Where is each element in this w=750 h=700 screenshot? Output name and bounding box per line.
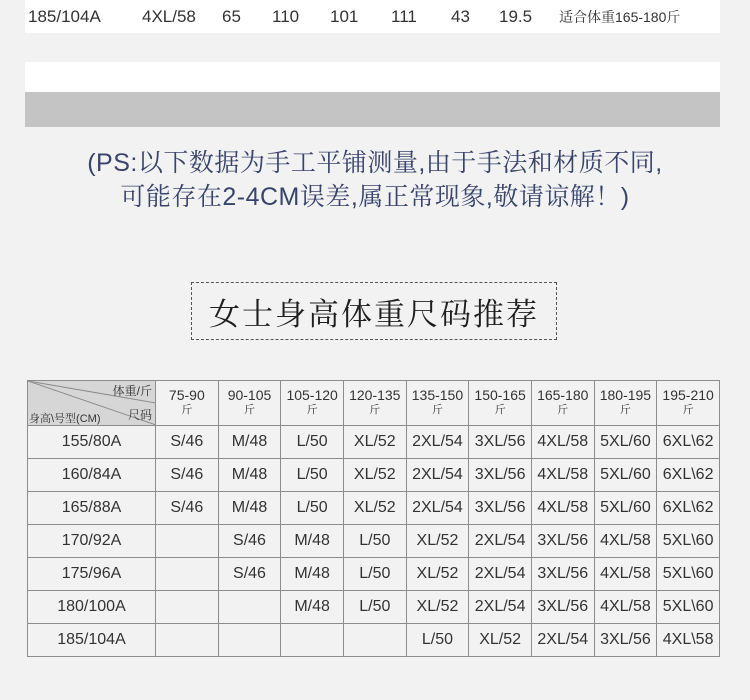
table-row — [28, 525, 720, 558]
weight-unit: 斤 — [494, 404, 506, 416]
size-cell: 4XL/58 — [594, 558, 657, 591]
corner-size-label: 尺码 — [127, 408, 152, 422]
size-cell: L/50 — [281, 492, 344, 525]
size-cell: 5XL\60 — [657, 591, 720, 624]
cell-value: 111 — [391, 6, 417, 26]
cell-value: 43 — [451, 6, 470, 26]
size-cell — [218, 624, 281, 657]
height-size-label: 165/88A — [28, 492, 156, 525]
weight-range-header — [531, 381, 594, 426]
gray-divider-row — [25, 92, 720, 127]
size-cell: S/46 — [156, 426, 219, 459]
size-cell: S/46 — [218, 558, 281, 591]
size-cell — [156, 624, 219, 657]
weight-range: 195-210 — [662, 387, 714, 403]
size-cell: L/50 — [406, 624, 469, 657]
size-cell: 2XL/54 — [531, 624, 594, 657]
weight-range: 90-105 — [227, 387, 272, 403]
size-cell: M/48 — [218, 426, 281, 459]
size-cell: 3XL/56 — [469, 459, 532, 492]
disclaimer-line-2: 可能存在2-4CM误差,属正常现象,敬请谅解！) — [120, 183, 630, 211]
size-cell: M/48 — [281, 591, 344, 624]
weight-unit: 斤 — [557, 404, 569, 416]
size-cell: L/50 — [281, 459, 344, 492]
size-cell: M/48 — [218, 492, 281, 525]
weight-unit: 斤 — [682, 404, 694, 416]
weight-range-header — [281, 381, 344, 426]
size-cell: 3XL/56 — [531, 525, 594, 558]
measurement-table-fragment — [25, 0, 720, 127]
size-cell: 3XL/56 — [594, 624, 657, 657]
weight-unit: 斤 — [369, 404, 381, 416]
size-cell: 4XL/58 — [594, 525, 657, 558]
weight-range: 120-135 — [349, 387, 401, 403]
size-cell: 6XL\62 — [657, 459, 720, 492]
table-row — [28, 426, 720, 459]
weight-unit: 斤 — [431, 404, 443, 416]
weight-range-header — [156, 381, 219, 426]
size-cell: L/50 — [343, 558, 406, 591]
size-cell: XL/52 — [343, 426, 406, 459]
weight-range: 150-165 — [474, 387, 526, 403]
height-size-label: 180/100A — [28, 591, 156, 624]
weight-range: 165-180 — [537, 387, 589, 403]
size-cell: 6XL\62 — [657, 492, 720, 525]
table-row — [28, 624, 720, 657]
size-cell: 5XL/60 — [594, 426, 657, 459]
weight-range: 180-195 — [599, 387, 652, 403]
corner-height-label: 身高\号型(CM) — [29, 413, 101, 425]
measurement-disclaimer — [0, 146, 750, 214]
cell-size: 4XL/58 — [142, 6, 196, 26]
size-recommendation-table — [27, 380, 720, 657]
size-cell — [156, 525, 219, 558]
blank-row — [25, 62, 720, 92]
size-cell: XL/52 — [343, 492, 406, 525]
table-row — [28, 459, 720, 492]
size-cell: 2XL/54 — [406, 459, 469, 492]
corner-weight-label: 体重/斤 — [112, 384, 152, 398]
size-cell: 4XL/58 — [531, 426, 594, 459]
size-cell: 2XL/54 — [469, 525, 532, 558]
table-header-row — [28, 381, 720, 426]
weight-unit: 斤 — [181, 404, 193, 416]
size-cell — [343, 624, 406, 657]
weight-range: 135-150 — [411, 387, 464, 403]
size-cell: S/46 — [156, 459, 219, 492]
size-cell: 3XL/56 — [469, 492, 532, 525]
cell-value: 19.5 — [499, 6, 533, 26]
size-cell: XL/52 — [343, 459, 406, 492]
weight-unit: 斤 — [306, 404, 318, 416]
size-cell: S/46 — [156, 492, 219, 525]
size-cell: 2XL/54 — [406, 426, 469, 459]
weight-unit: 斤 — [619, 404, 631, 416]
size-cell: 5XL/60 — [594, 459, 657, 492]
size-cell: XL/52 — [406, 558, 469, 591]
size-cell: M/48 — [281, 525, 344, 558]
height-size-label: 160/84A — [28, 459, 156, 492]
size-cell: L/50 — [281, 426, 344, 459]
size-cell: XL/52 — [469, 624, 532, 657]
table-row — [28, 492, 720, 525]
size-cell: 4XL/58 — [531, 459, 594, 492]
size-cell: M/48 — [218, 459, 281, 492]
cell-weight-note: 适合体重165-180斤 — [559, 8, 681, 25]
size-cell: S/46 — [218, 525, 281, 558]
size-cell: 3XL/56 — [531, 558, 594, 591]
size-cell: 2XL/54 — [469, 591, 532, 624]
size-cell: 2XL/54 — [469, 558, 532, 591]
cell-value: 110 — [272, 6, 300, 26]
weight-range-header — [469, 381, 532, 426]
size-cell: 3XL/56 — [469, 426, 532, 459]
size-cell — [218, 591, 281, 624]
weight-range-header — [218, 381, 281, 426]
height-size-label: 175/96A — [28, 558, 156, 591]
size-cell: 5XL\60 — [657, 558, 720, 591]
weight-range: 75-90 — [168, 387, 205, 403]
size-cell — [156, 558, 219, 591]
weight-range-header — [594, 381, 657, 426]
size-cell: 4XL/58 — [531, 492, 594, 525]
weight-range-header — [657, 381, 720, 426]
size-cell: L/50 — [343, 525, 406, 558]
size-cell — [281, 624, 344, 657]
table-row — [28, 591, 720, 624]
height-size-label: 155/80A — [28, 426, 156, 459]
size-cell: 5XL/60 — [594, 492, 657, 525]
height-size-label: 170/92A — [28, 525, 156, 558]
disclaimer-line-1: (PS:以下数据为手工平铺测量,由于手法和材质不同, — [87, 149, 663, 177]
size-cell: 5XL\60 — [657, 525, 720, 558]
table-corner-header — [28, 381, 156, 426]
table-row — [28, 558, 720, 591]
weight-range-header — [406, 381, 469, 426]
size-cell: 4XL\58 — [657, 624, 720, 657]
weight-range-header — [343, 381, 406, 426]
size-cell: XL/52 — [406, 591, 469, 624]
size-cell — [156, 591, 219, 624]
weight-range: 105-120 — [286, 387, 338, 403]
size-cell: M/48 — [281, 558, 344, 591]
size-cell: 2XL/54 — [406, 492, 469, 525]
cell-value: 65 — [222, 6, 241, 26]
size-cell: L/50 — [343, 591, 406, 624]
size-cell: 4XL/58 — [594, 591, 657, 624]
cell-value: 101 — [330, 6, 359, 26]
size-cell: 6XL\62 — [657, 426, 720, 459]
height-size-label: 185/104A — [28, 624, 156, 657]
size-cell: 3XL/56 — [531, 591, 594, 624]
section-title: 女士身高体重尺码推荐 — [191, 282, 557, 340]
measurement-row — [25, 0, 720, 33]
weight-unit: 斤 — [243, 404, 255, 416]
size-cell: XL/52 — [406, 525, 469, 558]
cell-height-size: 185/104A — [28, 6, 101, 26]
